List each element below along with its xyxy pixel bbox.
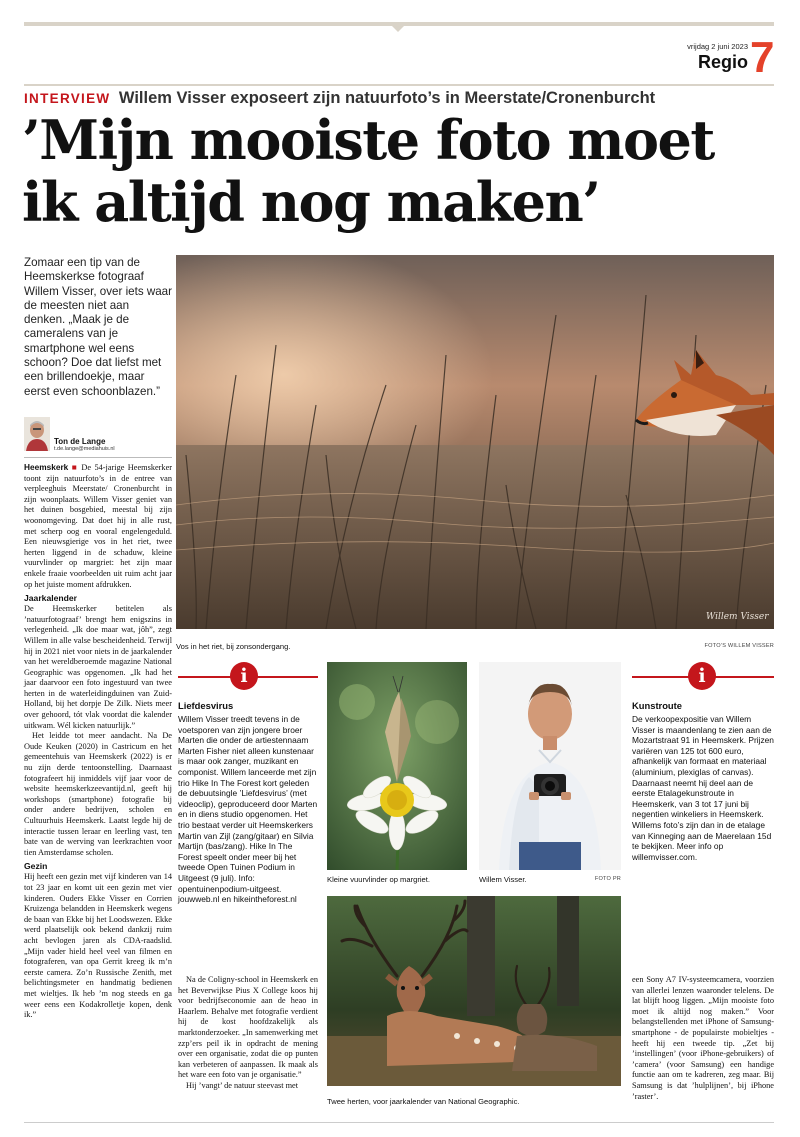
dateline: Heemskerk [24,462,69,472]
body-column-2 [178,975,318,1092]
body-paragraph-2: De Heemskerker betitelen als ’natuurfotograaf’ brengt hem enigszins in verlegenheid. „Ik doe maar wat, jôh”, zegt Willem in alle valse bescheidenheid. Terwijl hij in 2021 niet voor niets in de jaarkalender van het wereldberoemde magazine National Geographic was opgenomen. „Ik had het jaar daarvoor een foto ingestuurd van twee herten in de waterleidingduinen van Zuid-Holland, bij het dorpje De Zilk. Niets meer over gehoord, tót vlak voordat die kalender uitkwam. Wél kicken natuurlijk.” [24,604,172,730]
portrait-caption: Willem Visser. [479,875,527,884]
author-avatar [24,417,50,451]
body-column-1 [24,462,172,1021]
body-paragraph-3: Het leidde tot meer aandacht. Na De Oude Keuken (2020) in Castricum en het gemeentehuis van Heemskerk (2022) is er nu zijn derde tentoonstelling. Daarnaast fotografeert hij inmiddels vijf jaar voor de website heemskerkzeevantijd.nl, geeft hij workshops (smartphone) fotografie bij onder andere bedrijven, scholen en Cultuurhuis Heemskerk. Laatst legde hij de interactie tussen leraar en leerling vast, ten bate van de werving van leerkrachten voor tien Amsterdamse scholen. [24,731,172,857]
byline-rule [24,457,172,458]
butterfly-photo [327,662,467,870]
kicker-text: Willem Visser exposeert zijn natuurfoto’s in Meerstate/Cronenburcht [118,89,656,107]
body-paragraph-4: Hij heeft een gezin met vijf kinderen van 14 tot 23 jaar en komt uit een gezin met vier kinderen. Ouders Ekke Visser en Corrien Kruizenga belandden in Heemskerk wegens de baan van Ekke bij het Loodswezen. Ekke werd plaatselijk ook bekend dankzij ruim acht bevlogen jaren als CDA-raadslid. „Mijn vader hield heel veel van filmen en fotograferen, van opa Gerrit kreeg ik m’n eerste camera. Zo’n Russische Zenith, met belichtingsmeter en handmatig bedienen met wieltjes. Ik heb ’m nog steeds en ga weer eens een Kodakrolletje kopen, denk ik.” [24,872,172,1020]
issue-date: vrijdag 2 juni 2023 [687,42,748,51]
body-paragraph-1 [24,462,172,590]
portrait-credit: FOTO PR [594,876,621,882]
body-paragraph-5: Na de Coligny-school in Heemskerk en het Beverwijkse Pius X College koos hij voor bedrijfseconomie aan de heao in Haarlem. Behalve met fotografie verdient hij de kost hoofdzakelijk als marktonderzoeker. „In samenwerking met zzp’ers peil ik in opdracht de mening over een organisatie, zodat die op punten kan verbeteren of aanpassen. Ik maak als het ware een foto van je organisatie.” [178,975,318,1080]
body-paragraph-7: een Sony A7 IV-systeemcamera, voorzien van allerlei lenzen waaronder telelens. De lat blijft hoog liggen. „Mijn mooiste foto moet ik altijd nog maken.” Voor belangstellenden met iPhone of Samsung-smartphone - de populairste mobieltjes - heeft hij een tweede tip. „Zet bij ’instellingen’ (voor iPhone-gebruikers) of ’camera’ (voor Samsung) een handige functie aan om te kadreren, zeg maar. Bij Samsung is dat ’hulplijnen’, bij iPhone ’raster’. [632,975,774,1101]
body-p1-text: De 54-jarige Heemskerker toont zijn natuurfoto’s in de entree van verpleeghuis Meerstate/ Cronenburcht in zijn woonplaats. Willem Visser geniet van het duinen bosgebied, meestal bij zijn woonomgeving. Dat doet hij in alle rust, met scherp oog en vooral engelengeduld. Een nieuwsgierige vos in het riet, twee herten liggend in de schaduw, kleine vuurvlinder op margriet: het zijn maar enkele fraaie voorbeelden uit ruim acht jaar op het juiste moment afdrukken. [24,463,173,589]
dateline-square-icon: ■ [71,463,79,472]
box-title: Kunstroute [632,700,682,711]
top-rule-notch [392,26,404,32]
deer-caption: Twee herten, voor jaarkalender van National Geographic. [327,1097,520,1106]
box-title: Liefdesvirus [178,700,234,711]
box-text: De verkoopexpositie van Willem Visser is maandenlang te zien aan de Mozartstraat 91 in Heemskerk. Prijzen variëren van 125 tot 600 euro, afhankelijk van formaat en materiaal (aluminium, plexiglas of canvas). Daarnaast neemt hij deel aan de eerste Etalagekunstroute in Heemskerk, van 3 tot 17 juni bij negentien winkeliers in Heemskerk. Willems foto’s zijn dan in de etalage van Kinneging aan de Maerelaan 15d te bekijken. Meer info op willemvisser.com. [632,714,774,862]
subheading-jaarkalender: Jaarkalender [24,593,78,604]
body-paragraph-6: Hij ’vangt’ de natuur steevast met [186,1080,299,1090]
bottom-rule [24,1122,774,1123]
headline-line-1: ’Mijn mooiste foto moet [22,108,714,172]
header-rule [24,84,774,86]
headline [22,109,714,233]
section-name: Regio [697,52,748,72]
fox-photo [176,255,774,629]
byline [24,417,172,453]
main-photo-credit: FOTO’S WILLEM VISSER [704,643,774,649]
kicker-label: INTERVIEW [24,91,111,106]
body-column-4 [632,975,774,1102]
subheading-gezin: Gezin [24,861,48,872]
info-icon: i [688,662,716,690]
author-name: Ton de Lange [54,437,106,446]
fox-signature: Willem Visser [706,612,769,622]
intro-text: Zomaar een tip van de Heemskerkse fotograaf Willem Visser, over iets waar de meesten niet aan denken. „Maak je de cameralens van je smartphone wel eens schoon? Doe dat liefst met een brillendoekje, maar eerst even schoonblazen.” [24,256,172,398]
author-email: t.de.lange@mediahuis.nl [54,446,115,452]
page-number: 7 [750,33,775,82]
portrait-photo [479,662,621,870]
deer-photo [327,896,621,1086]
fox-caption: Vos in het riet, bij zonsondergang. [176,642,291,651]
headline-line-2: ik altijd nog maken’ [22,170,600,234]
box-text: Willem Visser treedt tevens in de voetsporen van zijn jongere broer Marten die onder de artiestennaam Marten Fisher niet alleen kunstenaar is maar ook zanger, muzikant en componist. Willem lanceerde met zijn trio Hike In The Forest kort geleden de debuutsingle ’Liefdesvirus’ (met videoclip), geproduceerd door Marten en in diens studio opgenomen. Het trio bestaat verder uit Heemskerkers Martin van Zijl (zang/gitaar) en Silvia Martijn (bas/zang). Hike In The Forest speelt onder meer bij het tweede Open Tuinen Podium in Uitgeest (9 juli). Info: opentuinenpodium-uitgeest. jouwweb.nl en hikeintheforest.nl [178,714,318,905]
info-icon: i [230,662,258,690]
kicker [24,89,655,108]
butterfly-caption: Kleine vuurvlinder op margriet. [327,875,430,884]
